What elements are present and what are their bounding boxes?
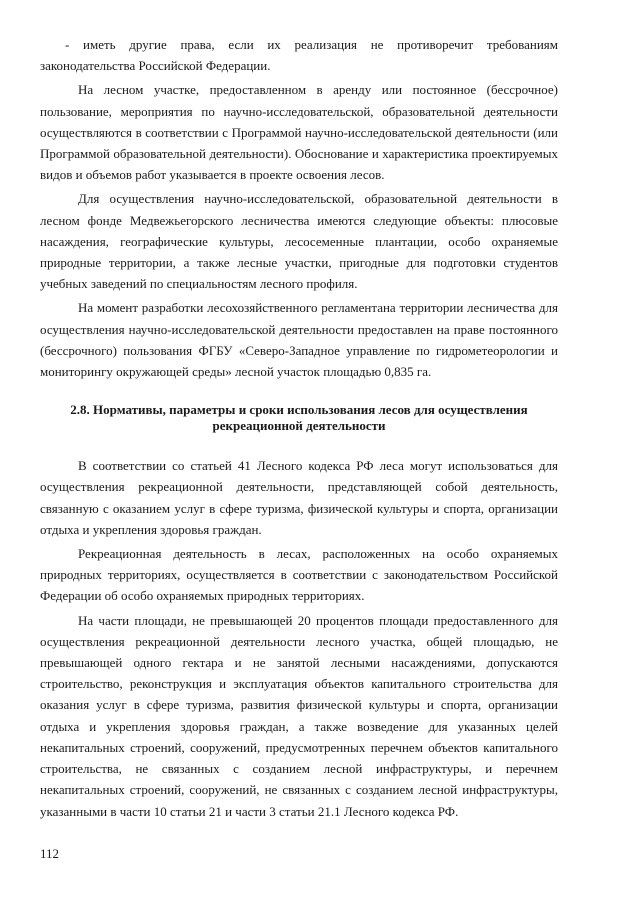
paragraph-rights: - иметь другие права, если их реализация не противоречит требованиям законодательства Российской Федерации. bbox=[40, 37, 558, 74]
paragraph-article-41: В соответствии со статьей 41 Лесного кодекса РФ леса могут использоваться для осуществления рекреационной деятельности, представляющей собой деятельность, связанную с оказанием услуг в сфере туризма, физической культуры и спорта, организации отдыха и укрепления здоровья граждан. bbox=[40, 458, 558, 537]
paragraph-construction: На части площади, не превышающей 20 процентов площади предоставленного для осуществления рекреационной деятельности лесного участка, общей площадью, не превышающей одного гектара и не занятой лесными насаждениями, допускаются строительство, реконструкция и эксплуатация объектов капитального строительства для оказания услуг в сфере туризма, развития физической культуры и спорта, организации отдыха и укрепления здоровья граждан, а также возведение для указанных целей некапитальных строений, сооружений, предусмотренных перечнем объектов капитального строительства, не связанных с созданием лесной инфраструктуры, и перечнем некапитальных строений, сооружений, не связанных с созданием лесной инфраструктуры, указанными в части 10 статьи 21 и части 3 статьи 21.1 Лесного кодекса РФ. bbox=[40, 612, 558, 819]
page-number: 112 bbox=[40, 846, 60, 861]
document-page bbox=[40, 34, 558, 825]
paragraph-permanent-use: На момент разработки лесохозяйственного регламентана территории лесничества для осуществления научно-исследовательской деятельности предоставлен на праве постоянного (бессрочного) пользования ФГБУ «Северо-Западное управление по гидрометеорологии и мониторингу окружающей среды» лесной участок площадью 0,835 га. bbox=[40, 300, 558, 380]
paragraph-protected-areas: Рекреационная деятельность в лесах, расположенных на особо охраняемых природных территориях, осуществляется в соответствии с законодательством Российской Федерации об особо охраняемых природных территориях. bbox=[40, 546, 558, 604]
paragraph-research-objects: Для осуществления научно-исследовательской, образовательной деятельности в лесном фонде Медвежьегорского лесничества имеются следующие объекты: плюсовые насаждения, географические культуры, лесосеменные плантации, особо охраняемые природные территории, а также лесные участки, пригодные для подготовки студентов учебных заведений по специальностям лесного профиля. bbox=[40, 191, 558, 292]
section-heading: 2.8. Нормативы, параметры и сроки использования лесов для осуществления рекреационной деятельности bbox=[70, 402, 528, 434]
paragraph-leased-plot: На лесном участке, предоставленном в аренду или постоянное (бессрочное) пользование, мероприятия по научно-исследовательской, образовательной деятельности осуществляются в соответствии с Программой научно-исследовательской деятельности (или Программой образовательной деятельности). Обоснование и характеристика проектируемых видов и объемов работ указывается в проекте освоения лесов. bbox=[40, 82, 558, 183]
